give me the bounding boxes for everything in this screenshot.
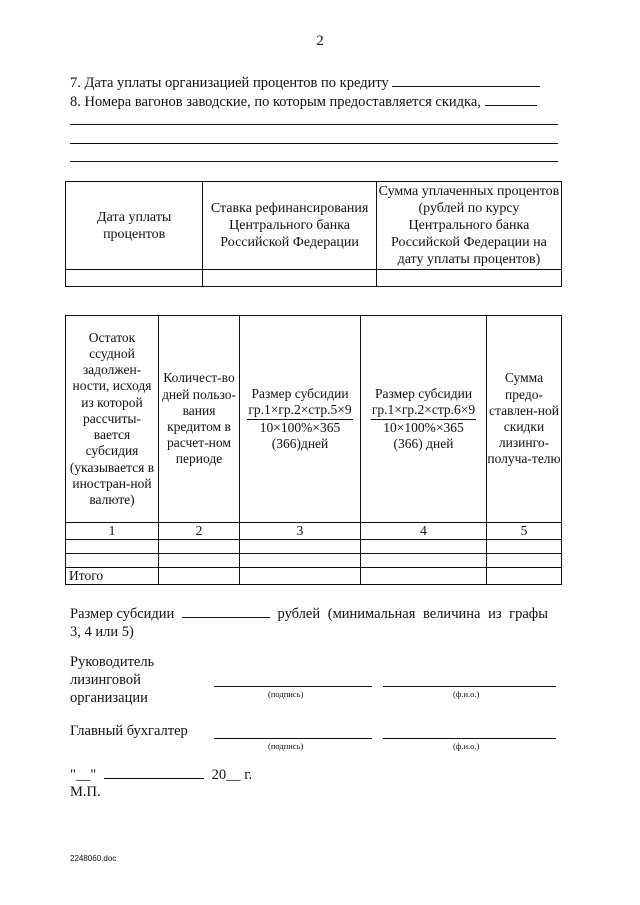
item-7-text: 7. Дата уплаты организацией процентов по кредиту [70,75,389,91]
subsidy-amount-line [70,605,548,623]
subsidy-a-denominator: 10×100%×365 (366)дней [259,419,341,451]
accountant-name-caption: (ф.и.о.) [453,741,480,751]
item-7-line [70,74,540,92]
item-7-blank [392,74,540,87]
subsidy-amount-blank [182,605,270,618]
col-number-3: 3 [240,523,361,540]
date-day: "__" [70,767,97,783]
header-refinancing-rate: Ставка рефинансирования Центрального банка Российской Федерации [203,182,376,270]
cell-empty [376,270,561,287]
date-month-blank [104,766,204,779]
subsidy-b-denominator: 10×100%×365 (366) дней [383,419,464,451]
accountant-signature-line [214,738,372,739]
subsidy-a-formula [247,402,352,452]
blank-line-2 [70,143,558,144]
subsidy-b-title: Размер субсидии [374,386,473,402]
head-name-line [383,686,556,687]
cell-empty [66,270,203,287]
col-number-4: 4 [361,523,487,540]
stamp-label: М.П. [70,784,101,800]
date-line [70,766,252,784]
item-8-line [70,93,537,111]
header-subsidy-b [361,316,487,523]
file-name: 2248060.doc [70,854,117,863]
col-number-1: 1 [66,523,159,540]
header-interest-sum: Сумма уплаченных процентов (рублей по курсу Центрального банка Российской Федерации на дату уплаты процентов) [376,182,561,270]
page-number: 2 [316,33,324,49]
cell-empty [203,270,376,287]
head-label-2: лизинговой [70,672,141,688]
subsidy-b-numerator: гр.1×гр.2×стр.6×9 [371,402,476,419]
head-name-caption: (ф.и.о.) [453,689,480,699]
header-discount: Сумма предо-ставлен-ной скидки лизинго-получа-телю [487,316,562,523]
subsidy-a-title: Размер субсидии [251,386,349,402]
blank-line-1 [70,124,558,125]
accountant-name-line [383,738,556,739]
subsidy-b-formula [371,402,476,452]
accountant-label: Главный бухгалтер [70,723,188,739]
total-label: Итого [66,568,159,585]
subsidy-amount-note-2: 3, 4 или 5) [70,624,134,640]
subsidy-a-numerator: гр.1×гр.2×стр.5×9 [247,402,352,419]
item-8-blank [485,93,537,106]
head-signature-line [214,686,372,687]
date-year: 20__ г. [211,767,253,783]
subsidy-table [65,315,562,585]
subsidy-amount-note: рублей (минимальная величина из графы [277,606,548,622]
head-sign-caption: (подпись) [268,689,304,699]
header-payment-date: Дата уплаты процентов [66,182,203,270]
item-8-text: 8. Номера вагонов заводские, по которым предоставляется скидка, [70,94,481,110]
header-days: Количест-во дней пользо-вания кредитом в расчет-ном периоде [159,316,240,523]
header-loan-balance: Остаток ссудной задолжен-ности, исходя из которой рассчиты-вается субсидия (указывается в иностран-ной валюте) [66,316,159,523]
col-number-2: 2 [159,523,240,540]
col-number-5: 5 [487,523,562,540]
accountant-sign-caption: (подпись) [268,741,304,751]
interest-table [65,181,562,287]
header-subsidy-a [240,316,361,523]
subsidy-amount-label: Размер субсидии [70,606,175,622]
blank-line-3 [70,161,558,162]
head-label-3: организации [70,690,148,706]
head-label-1: Руководитель [70,654,155,670]
